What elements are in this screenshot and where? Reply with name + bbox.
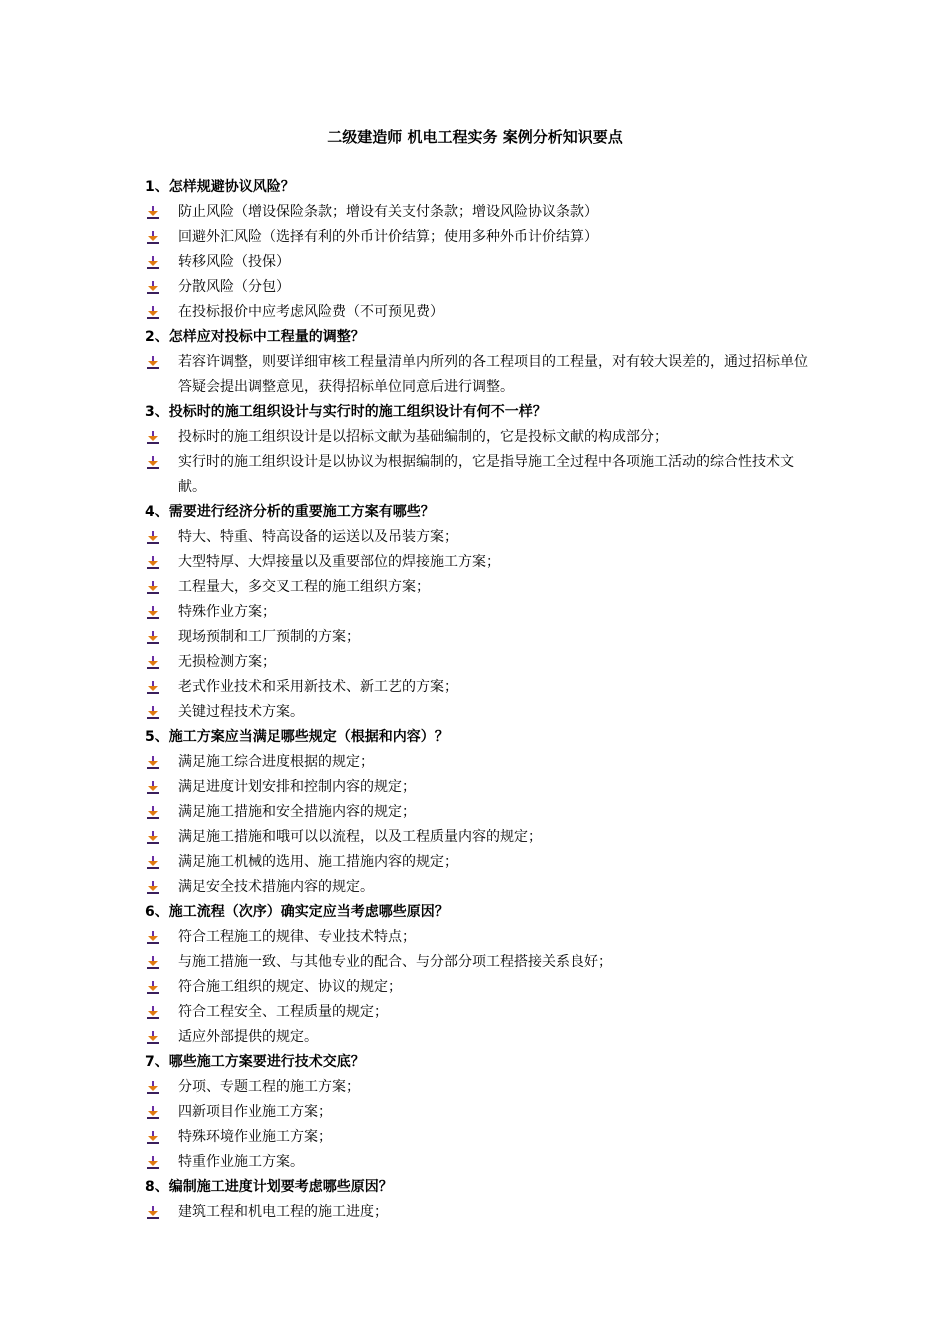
list-item xyxy=(145,200,810,225)
down-arrow-bullet-icon xyxy=(146,981,160,994)
list-item xyxy=(145,950,810,975)
list-item xyxy=(145,275,810,300)
list-item-text: 无损检测方案； xyxy=(178,654,276,670)
list-item-text: 在投标报价中应考虑风险费（不可预见费） xyxy=(178,304,444,320)
down-arrow-bullet-icon xyxy=(146,756,160,769)
section-question: 1、怎样规避协议风险？ xyxy=(145,179,295,195)
list-item-text: 满足施工综合进度根据的规定； xyxy=(178,754,374,770)
down-arrow-bullet-icon xyxy=(146,956,160,969)
list-item xyxy=(145,875,810,900)
list-item-text: 投标时的施工组织设计是以招标文献为基础编制的，它是投标文献的构成部分； xyxy=(178,429,668,445)
list-item-text: 转移风险（投保） xyxy=(178,254,290,270)
list-item-text: 满足施工机械的选用、施工措施内容的规定； xyxy=(178,854,458,870)
list-item xyxy=(145,425,810,450)
down-arrow-bullet-icon xyxy=(146,456,160,469)
list-item-text: 符合施工组织的规定、协议的规定； xyxy=(178,979,402,995)
down-arrow-bullet-icon xyxy=(146,306,160,319)
list-item-text: 满足安全技术措施内容的规定。 xyxy=(178,879,374,895)
down-arrow-bullet-icon xyxy=(146,706,160,719)
list-item-text: 特重作业施工方案。 xyxy=(178,1154,304,1170)
down-arrow-bullet-icon xyxy=(146,581,160,594)
list-item-text: 特殊作业方案； xyxy=(178,604,276,620)
list-item xyxy=(145,1075,810,1100)
down-arrow-bullet-icon xyxy=(146,806,160,819)
list-item xyxy=(145,550,810,575)
list-item-text: 回避外汇风险（选择有利的外币计价结算；使用多种外币计价结算） xyxy=(178,229,598,245)
list-item-text: 适应外部提供的规定。 xyxy=(178,1029,318,1045)
list-item-text: 若容许调整，则要详细审核工程量清单内所列的各工程项目的工程量，对有较大误差的，通过招标单位答疑会提出调整意见，获得招标单位同意后进行调整。 xyxy=(178,354,808,395)
list-item xyxy=(145,225,810,250)
list-item-text: 关键过程技术方案。 xyxy=(178,704,304,720)
list-item-text: 符合工程施工的规律、专业技术特点； xyxy=(178,929,416,945)
list-item-text: 四新项目作业施工方案； xyxy=(178,1104,332,1120)
list-item-text: 大型特厚、大焊接量以及重要部位的焊接施工方案； xyxy=(178,554,500,570)
list-item xyxy=(145,1025,810,1050)
down-arrow-bullet-icon xyxy=(146,256,160,269)
down-arrow-bullet-icon xyxy=(146,781,160,794)
down-arrow-bullet-icon xyxy=(146,356,160,369)
list-item-text: 现场预制和工厂预制的方案； xyxy=(178,629,360,645)
down-arrow-bullet-icon xyxy=(146,1081,160,1094)
list-item xyxy=(145,350,810,400)
section-question: 7、哪些施工方案要进行技术交底？ xyxy=(145,1054,365,1070)
list-item xyxy=(145,1150,810,1175)
down-arrow-bullet-icon xyxy=(146,1031,160,1044)
down-arrow-bullet-icon xyxy=(146,431,160,444)
section-question: 4、需要进行经济分析的重要施工方案有哪些？ xyxy=(145,504,435,520)
section-question: 5、施工方案应当满足哪些规定（根据和内容）？ xyxy=(145,729,449,745)
list-item xyxy=(145,250,810,275)
down-arrow-bullet-icon xyxy=(146,1006,160,1019)
down-arrow-bullet-icon xyxy=(146,1206,160,1219)
down-arrow-bullet-icon xyxy=(146,1106,160,1119)
list-item-text: 防止风险（增设保险条款；增设有关支付条款；增设风险协议条款） xyxy=(178,204,598,220)
document-body xyxy=(145,175,810,1225)
down-arrow-bullet-icon xyxy=(146,1131,160,1144)
down-arrow-bullet-icon xyxy=(146,281,160,294)
list-item-text: 符合工程安全、工程质量的规定； xyxy=(178,1004,388,1020)
list-item xyxy=(145,1100,810,1125)
list-item xyxy=(145,625,810,650)
list-item xyxy=(145,850,810,875)
list-item xyxy=(145,750,810,775)
list-item xyxy=(145,925,810,950)
list-item-text: 满足进度计划安排和控制内容的规定； xyxy=(178,779,416,795)
list-item-text: 特殊环境作业施工方案； xyxy=(178,1129,332,1145)
down-arrow-bullet-icon xyxy=(146,881,160,894)
list-item xyxy=(145,650,810,675)
list-item xyxy=(145,525,810,550)
down-arrow-bullet-icon xyxy=(146,531,160,544)
list-item xyxy=(145,800,810,825)
list-item xyxy=(145,600,810,625)
down-arrow-bullet-icon xyxy=(146,231,160,244)
list-item-text: 满足施工措施和安全措施内容的规定； xyxy=(178,804,416,820)
list-item-text: 分项、专题工程的施工方案； xyxy=(178,1079,360,1095)
section-question: 2、怎样应对投标中工程量的调整？ xyxy=(145,329,365,345)
down-arrow-bullet-icon xyxy=(146,856,160,869)
list-item-text: 建筑工程和机电工程的施工进度； xyxy=(178,1204,388,1220)
down-arrow-bullet-icon xyxy=(146,656,160,669)
down-arrow-bullet-icon xyxy=(146,831,160,844)
document-title: 二级建造师 机电工程实务 案例分析知识要点 xyxy=(327,128,623,146)
down-arrow-bullet-icon xyxy=(146,606,160,619)
list-item xyxy=(145,1000,810,1025)
down-arrow-bullet-icon xyxy=(146,681,160,694)
down-arrow-bullet-icon xyxy=(146,631,160,644)
list-item-text: 实行时的施工组织设计是以协议为根据编制的，它是指导施工全过程中各项施工活动的综合性技术文献。 xyxy=(178,454,794,495)
list-item xyxy=(145,675,810,700)
section-question: 6、施工流程（次序）确实定应当考虑哪些原因？ xyxy=(145,904,449,920)
down-arrow-bullet-icon xyxy=(146,206,160,219)
list-item-text: 满足施工措施和哦可以以流程，以及工程质量内容的规定； xyxy=(178,829,542,845)
list-item xyxy=(145,1200,810,1225)
down-arrow-bullet-icon xyxy=(146,931,160,944)
list-item xyxy=(145,700,810,725)
list-item xyxy=(145,1125,810,1150)
down-arrow-bullet-icon xyxy=(146,556,160,569)
list-item-text: 与施工措施一致、与其他专业的配合、与分部分项工程搭接关系良好； xyxy=(178,954,612,970)
list-item-text: 工程量大，多交叉工程的施工组织方案； xyxy=(178,579,430,595)
list-item-text: 分散风险（分包） xyxy=(178,279,290,295)
list-item xyxy=(145,300,810,325)
section-question: 3、投标时的施工组织设计与实行时的施工组织设计有何不一样？ xyxy=(145,404,547,420)
list-item xyxy=(145,975,810,1000)
list-item-text: 特大、特重、特高设备的运送以及吊装方案； xyxy=(178,529,458,545)
list-item xyxy=(145,775,810,800)
list-item xyxy=(145,825,810,850)
down-arrow-bullet-icon xyxy=(146,1156,160,1169)
section-question: 8、编制施工进度计划要考虑哪些原因？ xyxy=(145,1179,393,1195)
list-item xyxy=(145,575,810,600)
list-item-text: 老式作业技术和采用新技术、新工艺的方案； xyxy=(178,679,458,695)
list-item xyxy=(145,450,810,500)
